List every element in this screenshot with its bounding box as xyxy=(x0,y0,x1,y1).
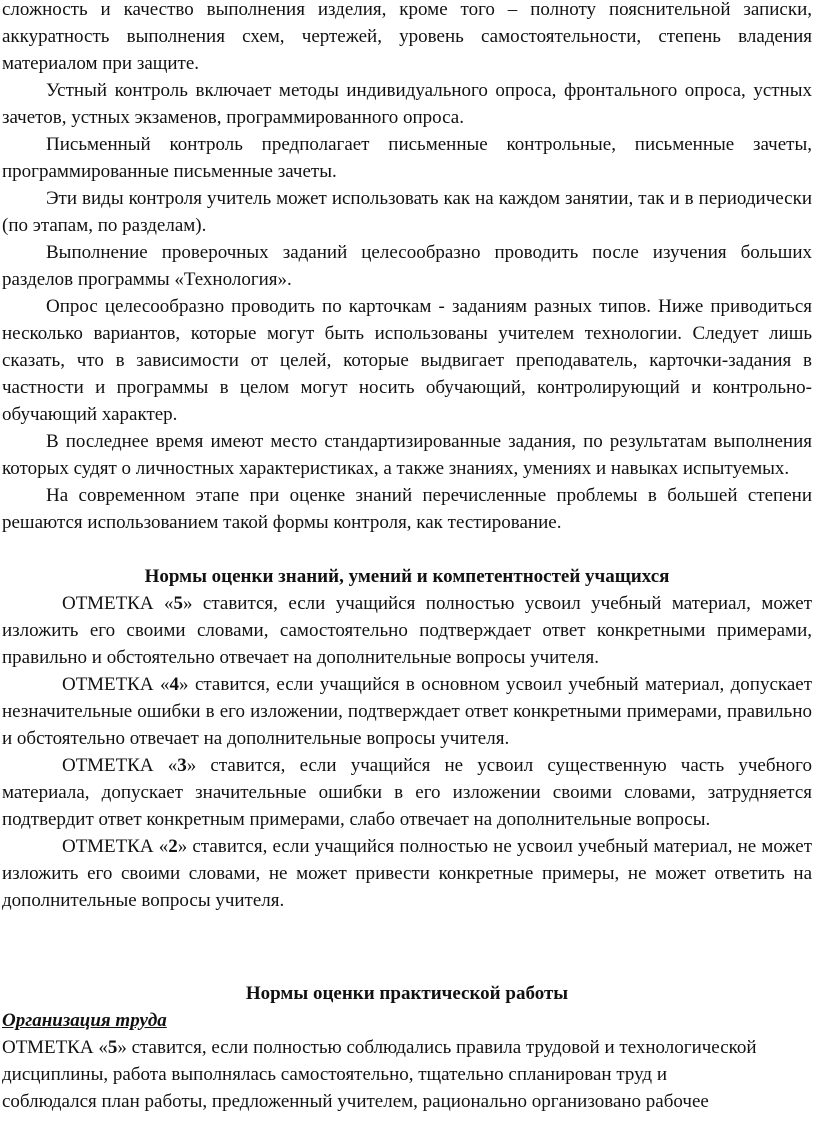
grade-paragraph-practical-5 xyxy=(2,1034,812,1115)
mark-text: » ставится, если учащийся полностью не усвоил учебный материал, не может изложить его своими словами, не может привести конкретные примеры, не может ответить на дополнительные вопросы учителя. xyxy=(2,836,812,911)
paragraph: В последнее время имеют место стандартизированные задания, по результатам выполнения которых судят о личностных характеристиках, а также знаниях, умениях и навыках испытуемых. xyxy=(2,431,812,479)
paragraph: Письменный контроль предполагает письменные контрольные, письменные зачеты, программированные письменные зачеты. xyxy=(2,134,812,182)
grade-paragraph-3 xyxy=(2,752,812,833)
mark-prefix: ОТМЕТКА « xyxy=(62,836,169,857)
mark-prefix: ОТМЕТКА « xyxy=(2,1037,108,1058)
paragraph: Эти виды контроля учитель может использовать как на каждом занятии, так и в периодически (по этапам, по разделам). xyxy=(2,188,812,236)
paragraph: сложность и качество выполнения изделия, кроме того – полноту пояснительной записки, аккуратность выполнения схем, чертежей, уровень самостоятельности, степень владения материалом при защите. xyxy=(2,0,812,74)
paragraph: Устный контроль включает методы индивидуального опроса, фронтального опроса, устных зачетов, устных экзаменов, программированного опроса. xyxy=(2,80,812,128)
grade-paragraph-4 xyxy=(2,671,812,752)
mark-text: » ставится, если учащийся не усвоил существенную часть учебного материала, допускает значительные ошибки в его изложении своими словами, затрудняется подтвердит ответ конкретным примерами, слабо отвечает на дополнительные вопросы. xyxy=(2,755,813,830)
paragraph: Выполнение проверочных заданий целесообразно проводить после изучения больших разделов программы «Технология». xyxy=(2,242,812,290)
mark-text: соблюдался план работы, предложенный учителем, рационально организовано рабочее xyxy=(2,1091,709,1112)
grade-value: 2 xyxy=(168,836,178,857)
mark-prefix: ОТМЕТКА « xyxy=(62,674,170,695)
subheading-organization: Организация труда xyxy=(2,1010,167,1031)
mark-text: дисциплины, работа выполнялась самостоятельно, тщательно спланирован труд и xyxy=(2,1064,668,1085)
section-heading-knowledge: Нормы оценки знаний, умений и компетентностей учащихся xyxy=(144,566,670,587)
grade-paragraph-5 xyxy=(2,590,812,671)
mark-text: » ставится, если полностью соблюдались правила трудовой и технологической xyxy=(117,1037,757,1058)
mark-prefix: ОТМЕТКА « xyxy=(62,593,174,614)
grade-value: 3 xyxy=(177,755,187,776)
mark-prefix: ОТМЕТКА « xyxy=(62,755,178,776)
section-heading-practical: Нормы оценки практической работы xyxy=(245,983,569,1004)
grade-value: 5 xyxy=(173,593,183,614)
grade-value: 4 xyxy=(169,674,180,695)
mark-text: » ставится, если учащийся полностью усвоил учебный материал, может изложить его своими словами, самостоятельно подтверждает ответ конкретными примерами, правильно и обстоятельно отвечает на дополнительные вопросы учителя. xyxy=(2,593,812,668)
grade-value: 5 xyxy=(107,1037,118,1058)
mark-text: » ставится, если учащийся в основном усвоил учебный материал, допускает незначительные ошибки в его изложении, подтверждает ответ конкретными примерами, правильно и обстоятельно отвечает на дополнительные вопросы учителя. xyxy=(2,674,813,749)
paragraph: На современном этапе при оценке знаний перечисленные проблемы в большей степени решаются использованием такой формы контроля, как тестирование. xyxy=(2,485,812,533)
paragraph: Опрос целесообразно проводить по карточкам - заданиям разных типов. Ниже приводиться несколько вариантов, которые могут быть использованы учителем технологии. Следует лишь сказать, что в зависимости от целей, которые выдвигает преподаватель, карточки-задания в частности и программы в целом могут носить обучающий, контролирующий и контрольно-обучающий характер. xyxy=(2,296,812,425)
grade-paragraph-2 xyxy=(2,833,812,914)
